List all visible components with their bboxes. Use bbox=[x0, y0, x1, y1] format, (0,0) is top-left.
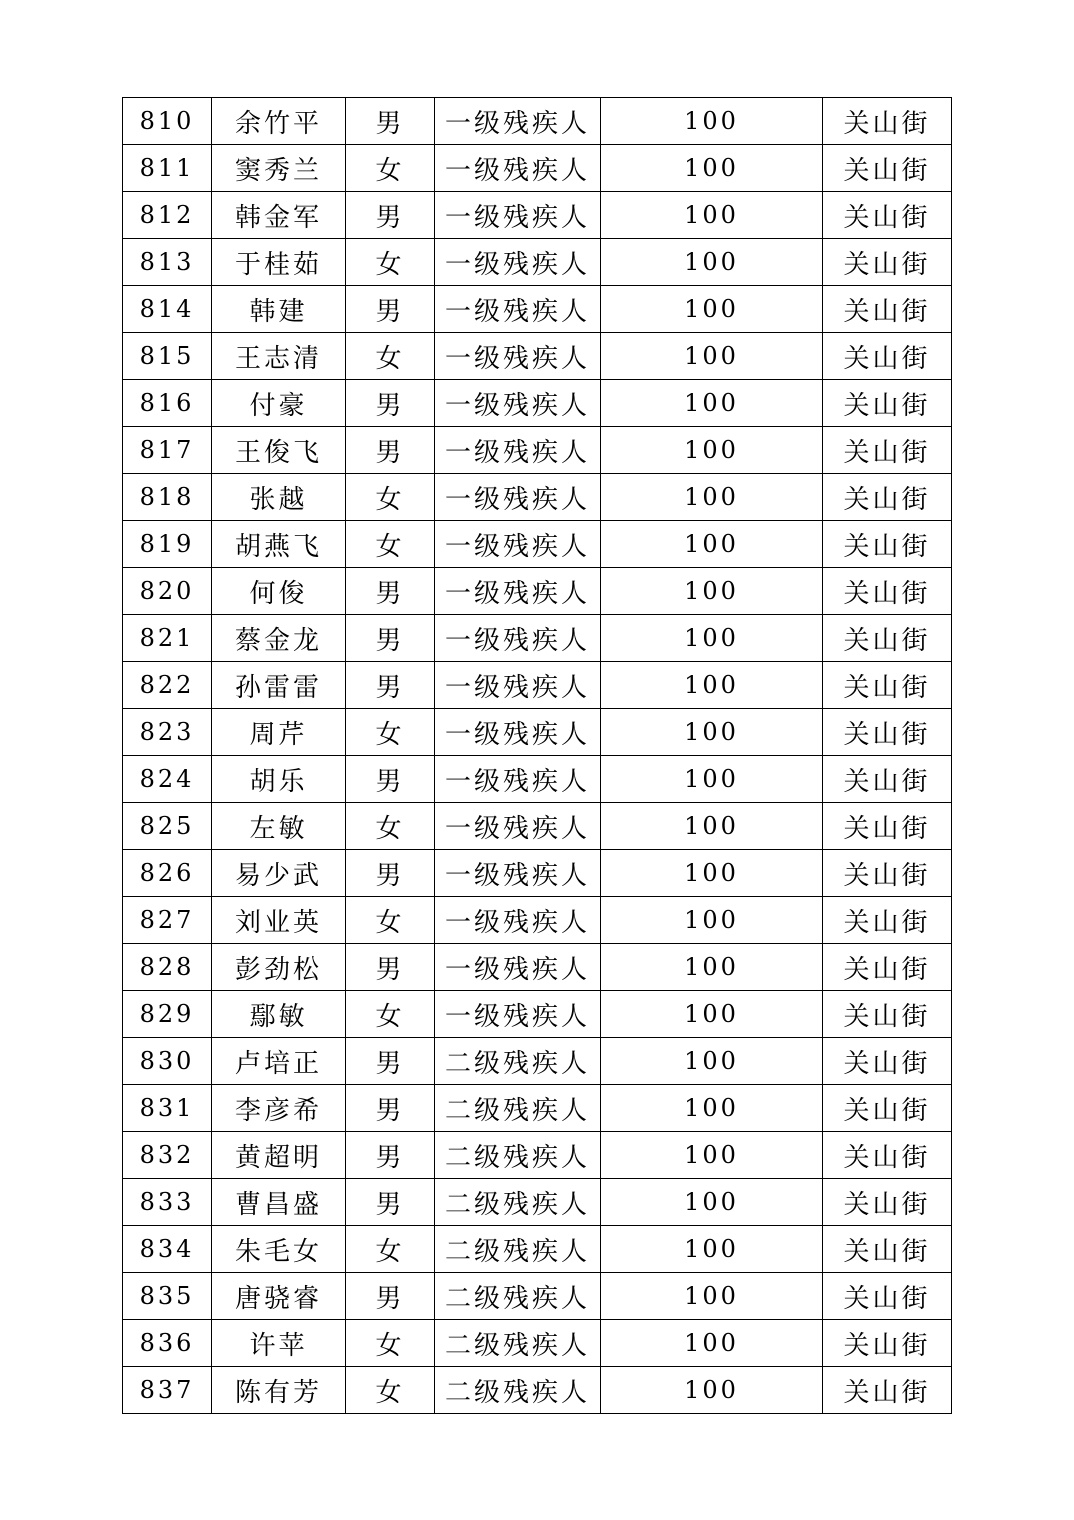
cell-disability-category: 一级残疾人 bbox=[435, 427, 601, 474]
cell-serial-number: 834 bbox=[123, 1226, 212, 1273]
cell-serial-number: 810 bbox=[123, 98, 212, 145]
cell-street: 关山街 bbox=[823, 1273, 952, 1320]
cell-disability-category: 一级残疾人 bbox=[435, 991, 601, 1038]
table-row bbox=[123, 1320, 952, 1367]
cell-serial-number: 819 bbox=[123, 521, 212, 568]
cell-name: 黄超明 bbox=[212, 1132, 346, 1179]
cell-street: 关山街 bbox=[823, 333, 952, 380]
cell-disability-category: 一级残疾人 bbox=[435, 98, 601, 145]
cell-name: 韩建 bbox=[212, 286, 346, 333]
cell-gender: 男 bbox=[346, 568, 435, 615]
table-row bbox=[123, 521, 952, 568]
cell-serial-number: 837 bbox=[123, 1367, 212, 1414]
cell-gender: 男 bbox=[346, 850, 435, 897]
table-row bbox=[123, 427, 952, 474]
cell-street: 关山街 bbox=[823, 756, 952, 803]
cell-serial-number: 811 bbox=[123, 145, 212, 192]
cell-amount: 100 bbox=[601, 474, 823, 521]
cell-street: 关山街 bbox=[823, 474, 952, 521]
cell-street: 关山街 bbox=[823, 427, 952, 474]
cell-street: 关山街 bbox=[823, 145, 952, 192]
cell-name: 何俊 bbox=[212, 568, 346, 615]
cell-disability-category: 一级残疾人 bbox=[435, 944, 601, 991]
table-row bbox=[123, 944, 952, 991]
table-row bbox=[123, 474, 952, 521]
cell-amount: 100 bbox=[601, 1367, 823, 1414]
table-row bbox=[123, 1132, 952, 1179]
cell-disability-category: 一级残疾人 bbox=[435, 662, 601, 709]
cell-serial-number: 812 bbox=[123, 192, 212, 239]
cell-disability-category: 一级残疾人 bbox=[435, 239, 601, 286]
cell-gender: 男 bbox=[346, 1273, 435, 1320]
cell-disability-category: 一级残疾人 bbox=[435, 333, 601, 380]
cell-disability-category: 一级残疾人 bbox=[435, 850, 601, 897]
cell-serial-number: 826 bbox=[123, 850, 212, 897]
cell-serial-number: 823 bbox=[123, 709, 212, 756]
cell-street: 关山街 bbox=[823, 897, 952, 944]
cell-disability-category: 一级残疾人 bbox=[435, 897, 601, 944]
cell-amount: 100 bbox=[601, 615, 823, 662]
cell-gender: 女 bbox=[346, 521, 435, 568]
cell-amount: 100 bbox=[601, 662, 823, 709]
cell-name: 曹昌盛 bbox=[212, 1179, 346, 1226]
cell-street: 关山街 bbox=[823, 1132, 952, 1179]
cell-street: 关山街 bbox=[823, 192, 952, 239]
cell-amount: 100 bbox=[601, 1038, 823, 1085]
cell-serial-number: 815 bbox=[123, 333, 212, 380]
table-row bbox=[123, 850, 952, 897]
cell-amount: 100 bbox=[601, 192, 823, 239]
cell-gender: 男 bbox=[346, 756, 435, 803]
cell-disability-category: 一级残疾人 bbox=[435, 192, 601, 239]
table-row bbox=[123, 1226, 952, 1273]
cell-name: 孙雷雷 bbox=[212, 662, 346, 709]
table-row bbox=[123, 615, 952, 662]
cell-gender: 女 bbox=[346, 474, 435, 521]
cell-amount: 100 bbox=[601, 380, 823, 427]
cell-gender: 男 bbox=[346, 98, 435, 145]
table-row bbox=[123, 239, 952, 286]
cell-name: 胡燕飞 bbox=[212, 521, 346, 568]
cell-amount: 100 bbox=[601, 944, 823, 991]
cell-disability-category: 一级残疾人 bbox=[435, 286, 601, 333]
table-row bbox=[123, 98, 952, 145]
cell-amount: 100 bbox=[601, 286, 823, 333]
cell-gender: 男 bbox=[346, 944, 435, 991]
cell-amount: 100 bbox=[601, 803, 823, 850]
cell-gender: 女 bbox=[346, 1367, 435, 1414]
cell-street: 关山街 bbox=[823, 1367, 952, 1414]
cell-name: 陈有芳 bbox=[212, 1367, 346, 1414]
cell-gender: 女 bbox=[346, 333, 435, 380]
recipient-table bbox=[122, 97, 952, 1414]
cell-disability-category: 二级残疾人 bbox=[435, 1038, 601, 1085]
cell-name: 付豪 bbox=[212, 380, 346, 427]
cell-amount: 100 bbox=[601, 521, 823, 568]
cell-name: 张越 bbox=[212, 474, 346, 521]
cell-street: 关山街 bbox=[823, 380, 952, 427]
table-body bbox=[123, 98, 952, 1414]
cell-amount: 100 bbox=[601, 1085, 823, 1132]
cell-name: 唐骁睿 bbox=[212, 1273, 346, 1320]
cell-gender: 女 bbox=[346, 709, 435, 756]
cell-street: 关山街 bbox=[823, 568, 952, 615]
cell-disability-category: 二级残疾人 bbox=[435, 1367, 601, 1414]
cell-name: 于桂茹 bbox=[212, 239, 346, 286]
table-row bbox=[123, 1367, 952, 1414]
cell-serial-number: 816 bbox=[123, 380, 212, 427]
cell-name: 许苹 bbox=[212, 1320, 346, 1367]
cell-name: 彭劲松 bbox=[212, 944, 346, 991]
cell-street: 关山街 bbox=[823, 286, 952, 333]
cell-amount: 100 bbox=[601, 427, 823, 474]
table-row bbox=[123, 1179, 952, 1226]
cell-disability-category: 一级残疾人 bbox=[435, 803, 601, 850]
table-row bbox=[123, 756, 952, 803]
cell-amount: 100 bbox=[601, 991, 823, 1038]
cell-amount: 100 bbox=[601, 709, 823, 756]
cell-serial-number: 817 bbox=[123, 427, 212, 474]
cell-gender: 女 bbox=[346, 991, 435, 1038]
cell-gender: 女 bbox=[346, 1320, 435, 1367]
cell-street: 关山街 bbox=[823, 521, 952, 568]
cell-disability-category: 一级残疾人 bbox=[435, 615, 601, 662]
table-row bbox=[123, 568, 952, 615]
cell-disability-category: 一级残疾人 bbox=[435, 568, 601, 615]
cell-amount: 100 bbox=[601, 1179, 823, 1226]
cell-disability-category: 一级残疾人 bbox=[435, 145, 601, 192]
cell-amount: 100 bbox=[601, 897, 823, 944]
cell-gender: 男 bbox=[346, 1179, 435, 1226]
cell-amount: 100 bbox=[601, 756, 823, 803]
cell-amount: 100 bbox=[601, 1226, 823, 1273]
cell-gender: 男 bbox=[346, 615, 435, 662]
cell-disability-category: 一级残疾人 bbox=[435, 380, 601, 427]
table-row bbox=[123, 1038, 952, 1085]
table-row bbox=[123, 333, 952, 380]
cell-name: 王俊飞 bbox=[212, 427, 346, 474]
table-row bbox=[123, 192, 952, 239]
cell-street: 关山街 bbox=[823, 1038, 952, 1085]
cell-gender: 男 bbox=[346, 286, 435, 333]
cell-name: 朱毛女 bbox=[212, 1226, 346, 1273]
cell-amount: 100 bbox=[601, 850, 823, 897]
cell-name: 蔡金龙 bbox=[212, 615, 346, 662]
cell-name: 胡乐 bbox=[212, 756, 346, 803]
table-row bbox=[123, 991, 952, 1038]
cell-disability-category: 一级残疾人 bbox=[435, 521, 601, 568]
cell-street: 关山街 bbox=[823, 662, 952, 709]
table-row bbox=[123, 380, 952, 427]
cell-gender: 女 bbox=[346, 897, 435, 944]
cell-street: 关山街 bbox=[823, 803, 952, 850]
cell-name: 窦秀兰 bbox=[212, 145, 346, 192]
cell-gender: 男 bbox=[346, 1038, 435, 1085]
cell-street: 关山街 bbox=[823, 991, 952, 1038]
cell-amount: 100 bbox=[601, 568, 823, 615]
cell-disability-category: 二级残疾人 bbox=[435, 1273, 601, 1320]
cell-street: 关山街 bbox=[823, 1320, 952, 1367]
cell-serial-number: 833 bbox=[123, 1179, 212, 1226]
table-row bbox=[123, 662, 952, 709]
cell-street: 关山街 bbox=[823, 615, 952, 662]
cell-name: 余竹平 bbox=[212, 98, 346, 145]
cell-name: 左敏 bbox=[212, 803, 346, 850]
cell-serial-number: 827 bbox=[123, 897, 212, 944]
cell-disability-category: 一级残疾人 bbox=[435, 474, 601, 521]
table-row bbox=[123, 803, 952, 850]
cell-street: 关山街 bbox=[823, 709, 952, 756]
cell-amount: 100 bbox=[601, 1273, 823, 1320]
cell-serial-number: 818 bbox=[123, 474, 212, 521]
cell-amount: 100 bbox=[601, 333, 823, 380]
cell-name: 韩金军 bbox=[212, 192, 346, 239]
cell-name: 刘业英 bbox=[212, 897, 346, 944]
table-row bbox=[123, 709, 952, 756]
cell-gender: 女 bbox=[346, 239, 435, 286]
cell-serial-number: 836 bbox=[123, 1320, 212, 1367]
cell-disability-category: 二级残疾人 bbox=[435, 1226, 601, 1273]
cell-amount: 100 bbox=[601, 145, 823, 192]
table-row bbox=[123, 145, 952, 192]
cell-name: 李彦希 bbox=[212, 1085, 346, 1132]
cell-gender: 男 bbox=[346, 1132, 435, 1179]
cell-gender: 女 bbox=[346, 1226, 435, 1273]
cell-amount: 100 bbox=[601, 98, 823, 145]
cell-street: 关山街 bbox=[823, 1179, 952, 1226]
cell-serial-number: 828 bbox=[123, 944, 212, 991]
cell-gender: 男 bbox=[346, 192, 435, 239]
cell-gender: 男 bbox=[346, 662, 435, 709]
cell-street: 关山街 bbox=[823, 850, 952, 897]
cell-serial-number: 814 bbox=[123, 286, 212, 333]
cell-gender: 男 bbox=[346, 1085, 435, 1132]
cell-disability-category: 一级残疾人 bbox=[435, 709, 601, 756]
cell-serial-number: 825 bbox=[123, 803, 212, 850]
cell-name: 卢培正 bbox=[212, 1038, 346, 1085]
table-row bbox=[123, 286, 952, 333]
cell-serial-number: 821 bbox=[123, 615, 212, 662]
cell-name: 鄢敏 bbox=[212, 991, 346, 1038]
cell-serial-number: 830 bbox=[123, 1038, 212, 1085]
cell-serial-number: 820 bbox=[123, 568, 212, 615]
cell-serial-number: 829 bbox=[123, 991, 212, 1038]
table-row bbox=[123, 1085, 952, 1132]
table-row bbox=[123, 1273, 952, 1320]
cell-street: 关山街 bbox=[823, 98, 952, 145]
cell-amount: 100 bbox=[601, 1132, 823, 1179]
cell-street: 关山街 bbox=[823, 239, 952, 286]
cell-disability-category: 二级残疾人 bbox=[435, 1179, 601, 1226]
cell-serial-number: 822 bbox=[123, 662, 212, 709]
cell-amount: 100 bbox=[601, 1320, 823, 1367]
cell-serial-number: 831 bbox=[123, 1085, 212, 1132]
cell-serial-number: 835 bbox=[123, 1273, 212, 1320]
cell-gender: 男 bbox=[346, 427, 435, 474]
cell-gender: 女 bbox=[346, 803, 435, 850]
cell-disability-category: 二级残疾人 bbox=[435, 1085, 601, 1132]
cell-name: 周芹 bbox=[212, 709, 346, 756]
cell-serial-number: 832 bbox=[123, 1132, 212, 1179]
cell-street: 关山街 bbox=[823, 1226, 952, 1273]
cell-street: 关山街 bbox=[823, 944, 952, 991]
cell-disability-category: 二级残疾人 bbox=[435, 1320, 601, 1367]
cell-disability-category: 一级残疾人 bbox=[435, 756, 601, 803]
cell-disability-category: 二级残疾人 bbox=[435, 1132, 601, 1179]
cell-street: 关山街 bbox=[823, 1085, 952, 1132]
cell-name: 易少武 bbox=[212, 850, 346, 897]
table-row bbox=[123, 897, 952, 944]
cell-amount: 100 bbox=[601, 239, 823, 286]
cell-gender: 男 bbox=[346, 380, 435, 427]
cell-name: 王志清 bbox=[212, 333, 346, 380]
cell-gender: 女 bbox=[346, 145, 435, 192]
cell-serial-number: 813 bbox=[123, 239, 212, 286]
cell-serial-number: 824 bbox=[123, 756, 212, 803]
